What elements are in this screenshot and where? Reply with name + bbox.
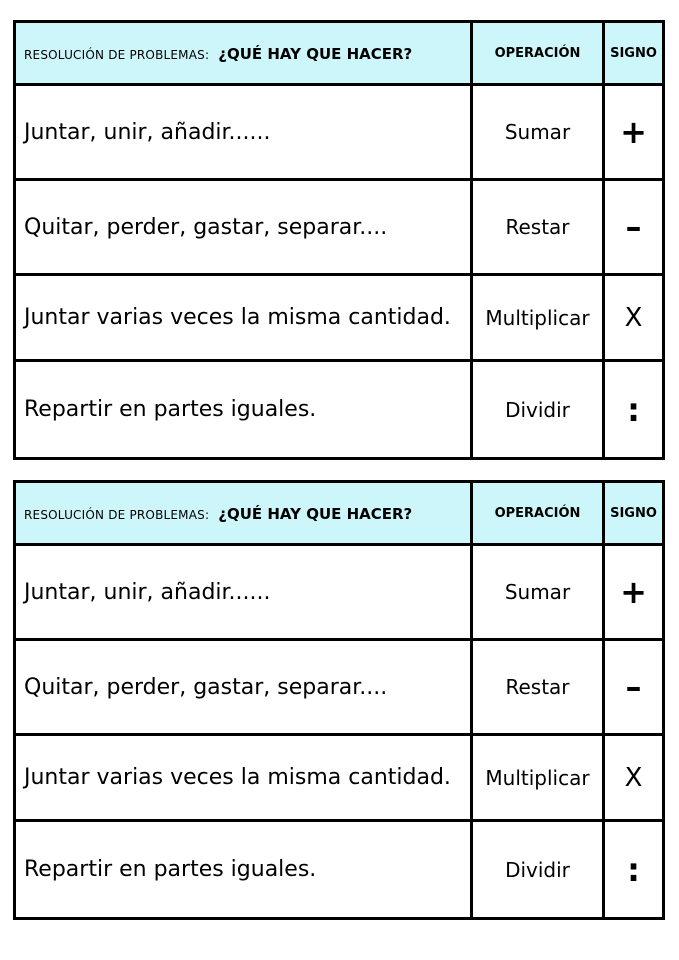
divide-sign: : (604, 361, 663, 458)
operations-card-2 (13, 480, 665, 920)
header-question: ¿QUÉ HAY QUE HACER? (218, 44, 413, 63)
operation-cell: Restar (472, 640, 604, 735)
minus-sign: – (604, 180, 663, 275)
table-row (16, 85, 662, 180)
table-row (16, 821, 662, 918)
table-header-row (16, 483, 662, 545)
table-row (16, 180, 662, 275)
action-cell: Repartir en partes iguales. (16, 361, 472, 458)
action-cell: Quitar, perder, gastar, separar.... (16, 180, 472, 275)
table-row (16, 545, 662, 640)
header-question: ¿QUÉ HAY QUE HACER? (218, 504, 413, 523)
header-question-cell (16, 483, 472, 545)
multiply-sign: X (604, 275, 663, 361)
table-row (16, 640, 662, 735)
minus-sign: – (604, 640, 663, 735)
divide-sign: : (604, 821, 663, 918)
action-cell: Juntar, unir, añadir...... (16, 545, 472, 640)
operation-cell: Sumar (472, 545, 604, 640)
action-cell: Juntar, unir, añadir...... (16, 85, 472, 180)
operation-cell: Restar (472, 180, 604, 275)
operation-cell: Multiplicar (472, 275, 604, 361)
header-sign: SIGNO (604, 23, 663, 85)
table-header-row (16, 23, 662, 85)
action-cell: Repartir en partes iguales. (16, 821, 472, 918)
header-prefix: RESOLUCIÓN DE PROBLEMAS: (24, 47, 210, 62)
action-cell: Juntar varias veces la misma cantidad. (16, 735, 472, 821)
header-operation: OPERACIÓN (472, 483, 604, 545)
plus-sign: + (604, 85, 663, 180)
operations-card-1 (13, 20, 665, 460)
header-prefix: RESOLUCIÓN DE PROBLEMAS: (24, 507, 210, 522)
action-cell: Quitar, perder, gastar, separar.... (16, 640, 472, 735)
operations-table (16, 483, 662, 918)
header-operation: OPERACIÓN (472, 23, 604, 85)
table-row (16, 735, 662, 821)
operation-cell: Sumar (472, 85, 604, 180)
table-row (16, 361, 662, 458)
header-question-cell (16, 23, 472, 85)
action-cell: Juntar varias veces la misma cantidad. (16, 275, 472, 361)
operation-cell: Dividir (472, 361, 604, 458)
table-row (16, 275, 662, 361)
operations-table (16, 23, 662, 458)
operation-cell: Multiplicar (472, 735, 604, 821)
multiply-sign: X (604, 735, 663, 821)
plus-sign: + (604, 545, 663, 640)
operation-cell: Dividir (472, 821, 604, 918)
header-sign: SIGNO (604, 483, 663, 545)
